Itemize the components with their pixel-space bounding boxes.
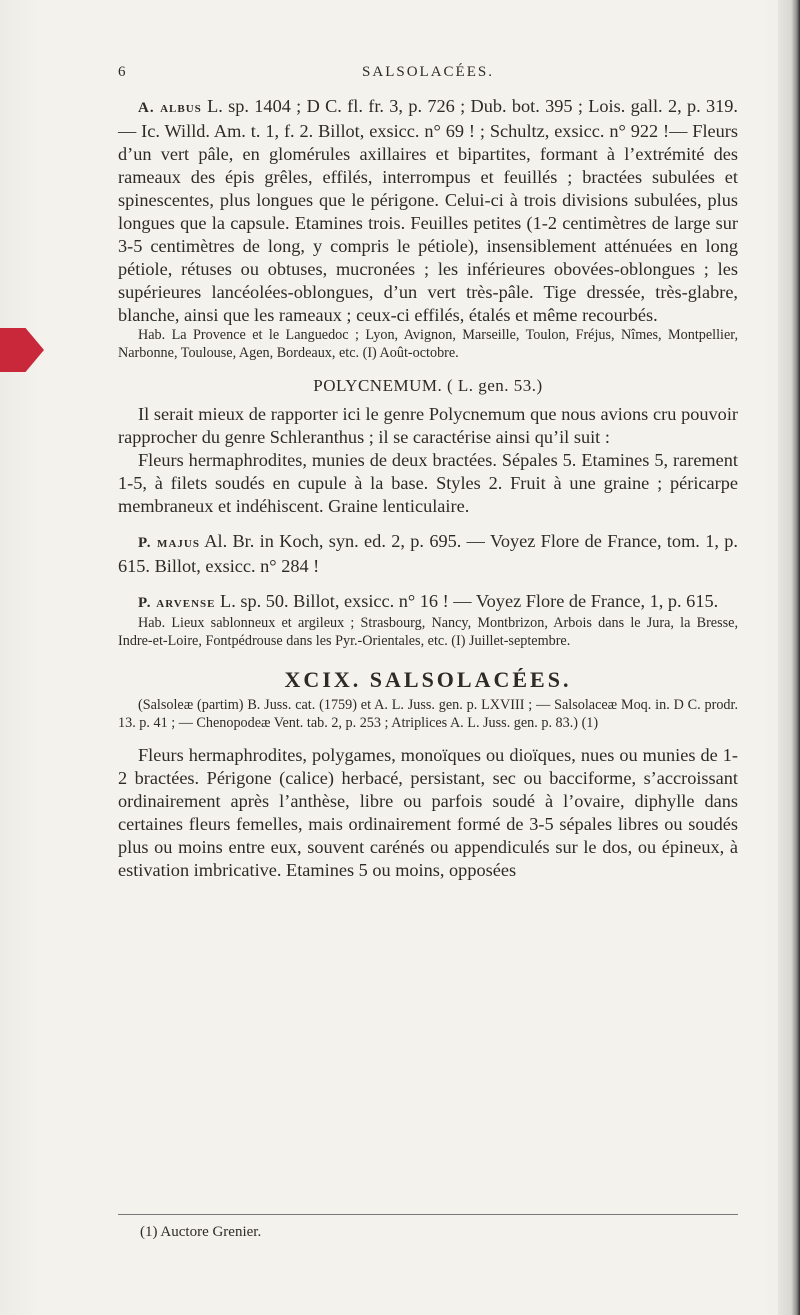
page-header xyxy=(118,64,738,86)
running-title: SALSOLACÉES. xyxy=(362,64,494,80)
genus-paragraph-2: Fleurs hermaphrodites, munies de deux bractées. Sépales 5. Etamines 5, rarement 1-5, à filets soudés en cupule à la base. Styles 2. Fruit à une graine ; péricarpe membraneux et indéhiscent. Graine lenticulaire. xyxy=(118,450,738,516)
species-name: A. albus xyxy=(138,100,202,116)
footnote-divider xyxy=(118,1214,738,1215)
family-title: XCIX. SALSOLACÉES. xyxy=(284,667,572,692)
species-entry-albus xyxy=(118,95,738,327)
species-description: Al. Br. in Koch, syn. ed. 2, p. 695. — Voyez Flore de France, tom. 1, p. 615. Billot, exsicc. n° 284 ! xyxy=(118,531,738,576)
page-edge xyxy=(778,0,800,1315)
footnote: (1) Auctore Grenier. xyxy=(140,1224,262,1240)
species-entry-arvense xyxy=(118,590,738,615)
genus-title: POLYCNEMUM. ( L. gen. 53.) xyxy=(313,376,543,395)
genus-paragraph-1: Il serait mieux de rapporter ici le genre Polycnemum que nous avions cru pouvoir rapprocher du genre Schleranthus ; il se caractérise ainsi qu’il suit : xyxy=(118,404,738,447)
habitat-note: Hab. Lieux sablonneux et argileux ; Strasbourg, Nancy, Montbrizon, Arbois dans le Jura, la Bresse, Indre-et-Loire, Fontpédrouse dans les Pyr.-Orientales, etc. (I) Juillet-septembre. xyxy=(118,615,738,649)
family-synonymy: (Salsoleæ (partim) B. Juss. cat. (1759) et A. L. Juss. gen. p. LXVIII ; — Salsolaceæ Moq. in. D C. prodr. 13. p. 41 ; — Chenopodeæ Vent. tab. 2, p. 253 ; Atriplices A. L. Juss. gen. p. 83.) (1) xyxy=(118,697,738,731)
species-description: L. sp. 1404 ; D C. fl. fr. 3, p. 726 ; Dub. bot. 395 ; Lois. gall. 2, p. 319. — Ic. Willd. Am. t. 1, f. 2. Billot, exsicc. n° 69 ! ; Schultz, exsicc. n° 922 !— Fleurs d’un vert pâle, en glomérules axillaires et bipartites, formant à l’extrémité des rameaux des épis grêles, effilés, interrompus et feuillés ; bractées subulées et spinescentes, plus longues que le périgone. Celui-ci à trois divisions subulées, plus longues que la capsule. Etamines trois. Feuilles petites (1-2 centimètres de large sur 3-5 centimètres de long, y compris le pétiole), insensiblement atténuées en long pétiole, rétuses ou obtuses, mucronées ; les inférieures obovées-oblongues ; les supérieures lancéolées-oblongues, d’un vert très-pâle. Tige dressée, très-glabre, blanche, ainsi que les rameaux ; ceux-ci effilés, étalés et même recourbés. xyxy=(118,96,738,325)
page-body xyxy=(118,95,738,882)
species-name: P. majus xyxy=(138,535,200,551)
page-number: 6 xyxy=(118,64,128,80)
species-name: P. arvense xyxy=(138,595,216,611)
habitat-note: Hab. La Provence et le Languedoc ; Lyon, Avignon, Marseille, Toulon, Fréjus, Nîmes, Montpellier, Narbonne, Toulouse, Agen, Bordeaux, etc. (I) Août-octobre. xyxy=(118,327,738,361)
species-description: L. sp. 50. Billot, exsicc. n° 16 ! — Voyez Flore de France, 1, p. 615. xyxy=(215,591,719,611)
red-tab-marker xyxy=(0,328,44,372)
species-entry-majus xyxy=(118,530,738,578)
family-description: Fleurs hermaphrodites, polygames, monoïques ou dioïques, nues ou munies de 1-2 bractées. Périgone (calice) herbacé, persistant, sec ou bacciforme, s’accroissant ordinairement après l’anthèse, libre ou parfois soudé à l’ovaire, diphylle dans certaines fleurs femelles, mais ordinairement formé de 3-5 sépales libres ou soudés plus ou moins entre eux, souvent carénés ou appendiculés sur le dos, ou épineux, à estivation imbricative. Etamines 5 ou moins, opposées xyxy=(118,745,738,880)
